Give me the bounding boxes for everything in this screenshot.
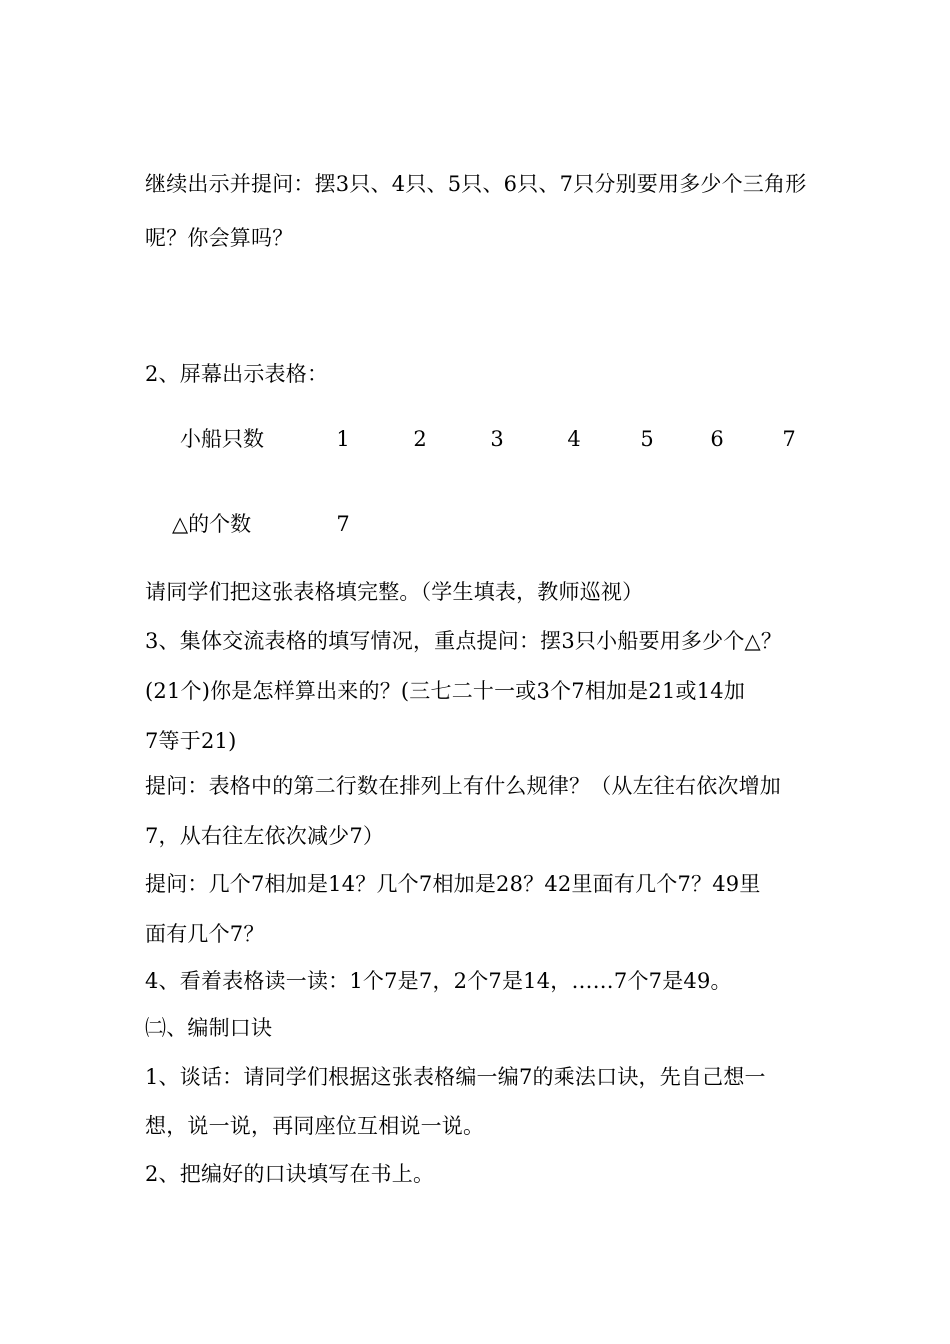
- paragraph-question-1-line-2: 7，从右往左依次减少7）: [145, 824, 385, 848]
- paragraph-talk-line-1: 1、谈话：请同学们根据这张表格编一编7的乘法口诀，先自己想一: [145, 1065, 766, 1089]
- paragraph-3-line-3: 7等于21): [145, 729, 237, 753]
- paragraph-question-1-line-1: 提问：表格中的第二行数在排列上有什么规律？（从左往右依次增加: [145, 774, 781, 798]
- paragraph-talk-line-2: 想，说一说，再同座位互相说一说。: [145, 1114, 485, 1138]
- table-row1-cell: 6: [710, 427, 724, 451]
- table-row1-cell: 4: [567, 427, 581, 451]
- paragraph-3-line-1: 3、集体交流表格的填写情况，重点提问：摆3只小船要用多少个△？: [145, 629, 783, 653]
- paragraph-3-line-2: (21个)你是怎样算出来的？(三七二十一或3个7相加是21或14加: [145, 679, 746, 703]
- paragraph-4-read: 4、看着表格读一读：1个7是7，2个7是14，……7个7是49。: [145, 969, 732, 993]
- intro-line-2: 呢？你会算吗？: [145, 226, 294, 250]
- table-row1-cell: 2: [413, 427, 427, 451]
- paragraph-question-2-line-1: 提问：几个7相加是14？几个7相加是28？42里面有几个7？49里: [145, 872, 761, 896]
- table-row1-cell: 5: [640, 427, 654, 451]
- table-row1-cell: 1: [336, 427, 350, 451]
- section-2-heading: 2、屏幕出示表格：: [145, 362, 329, 386]
- table-row1-label: 小船只数: [180, 427, 264, 451]
- table-row1-cell: 3: [490, 427, 504, 451]
- table-row2-cell: 7: [336, 512, 350, 536]
- paragraph-fill-table: 请同学们把这张表格填完整。（学生填表，教师巡视）: [145, 580, 644, 604]
- paragraph-question-2-line-2: 面有几个7？: [145, 922, 265, 946]
- table-row1-cell: 7: [782, 427, 796, 451]
- section-heading-compose: ㈡、编制口诀: [145, 1016, 273, 1040]
- table-row2-label: △的个数: [172, 512, 252, 536]
- intro-line-1: 继续出示并提问：摆3只、4只、5只、6只、7只分别要用多少个三角形: [145, 172, 807, 196]
- paragraph-write-book: 2、把编好的口诀填写在书上。: [145, 1162, 435, 1186]
